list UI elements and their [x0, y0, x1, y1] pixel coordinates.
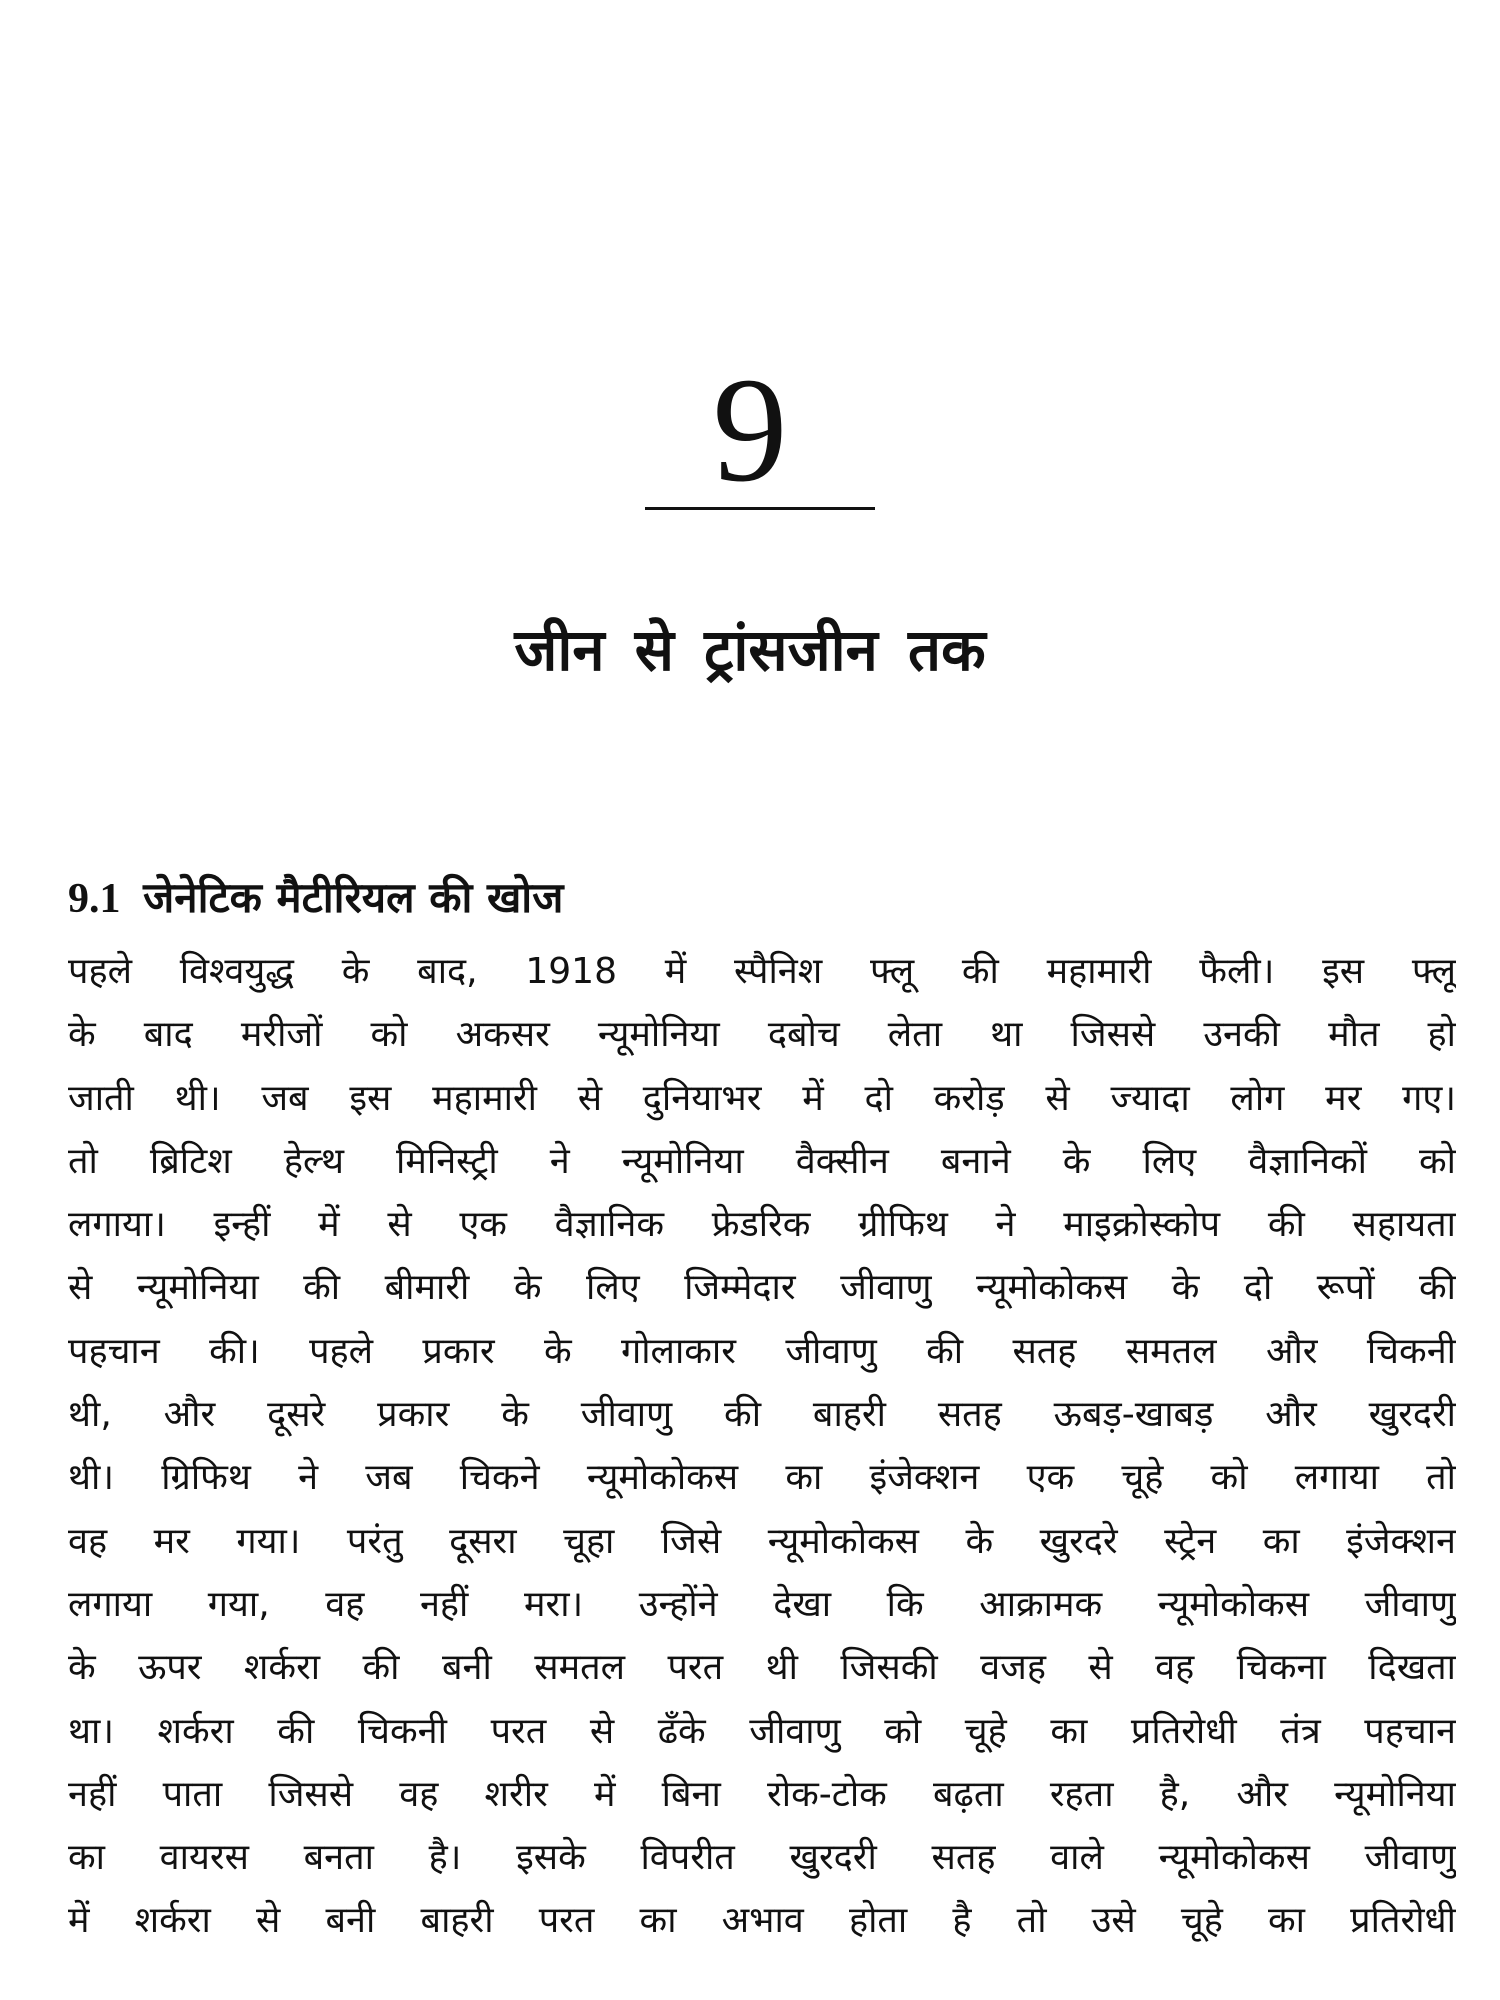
paragraph-line: का वायरस बनता है। इसके विपरीत खुरदरी सतह वाले न्यूमोकोकस जीवाणु: [68, 1837, 1456, 1879]
paragraph-line: था। शर्करा की चिकनी परत से ढँके जीवाणु को चूहे का प्रतिरोधी तंत्र पहचान: [68, 1710, 1456, 1752]
paragraph-line: के बाद मरीजों को अकसर न्यूमोनिया दबोच लेता था जिससे उनकी मौत हो: [68, 1014, 1456, 1056]
paragraph-line: में शर्करा से बनी बाहरी परत का अभाव होता है तो उसे चूहे का प्रतिरोधी: [68, 1900, 1456, 1942]
paragraph-line: जाती थी। जब इस महामारी से दुनियाभर में दो करोड़ से ज्यादा लोग मर गए।: [68, 1077, 1456, 1119]
chapter-number: 9: [712, 347, 788, 513]
chapter-number-underline: [645, 507, 875, 510]
chapter-title: जीन से ट्रांसजीन तक: [514, 616, 986, 684]
paragraph-line: वह मर गया। परंतु दूसरा चूहा जिसे न्यूमोकोकस के खुरदरे स्ट्रेन का इंजेक्शन: [68, 1520, 1456, 1562]
section-title: जेनेटिक मैटीरियल की खोज: [143, 873, 564, 922]
section-heading: [68, 868, 563, 929]
paragraph-line: नहीं पाता जिससे वह शरीर में बिना रोक-टोक बढ़ता रहता है, और न्यूमोनिया: [68, 1773, 1456, 1815]
paragraph-line: लगाया गया, वह नहीं मरा। उन्होंने देखा कि आक्रामक न्यूमोकोकस जीवाणु: [68, 1583, 1456, 1625]
paragraph-line: थी, और दूसरे प्रकार के जीवाणु की बाहरी सतह ऊबड़-खाबड़ और खुरदरी: [68, 1394, 1456, 1436]
paragraph-line: से न्यूमोनिया की बीमारी के लिए जिम्मेदार जीवाणु न्यूमोकोकस के दो रूपों की: [68, 1267, 1456, 1309]
paragraph-line: लगाया। इन्हीं में से एक वैज्ञानिक फ्रेडरिक ग्रीफिथ ने माइक्रोस्कोप की सहायता: [68, 1204, 1456, 1246]
paragraph-line: पहचान की। पहले प्रकार के गोलाकार जीवाणु की सतह समतल और चिकनी: [68, 1330, 1456, 1372]
paragraph-line: थी। ग्रिफिथ ने जब चिकने न्यूमोकोकस का इंजेक्शन एक चूहे को लगाया तो: [68, 1457, 1456, 1499]
section-number: 9.1: [68, 876, 121, 922]
paragraph-line: पहले विश्वयुद्ध के बाद, 1918 में स्पैनिश फ्लू की महामारी फैली। इस फ्लू: [68, 951, 1456, 992]
paragraph-line: के ऊपर शर्करा की बनी समतल परत थी जिसकी वजह से वह चिकना दिखता: [68, 1647, 1456, 1689]
paragraph-line: तो ब्रिटिश हेल्थ मिनिस्ट्री ने न्यूमोनिया वैक्सीन बनाने के लिए वैज्ञानिकों को: [68, 1140, 1456, 1182]
body-paragraph: [68, 940, 1456, 1953]
